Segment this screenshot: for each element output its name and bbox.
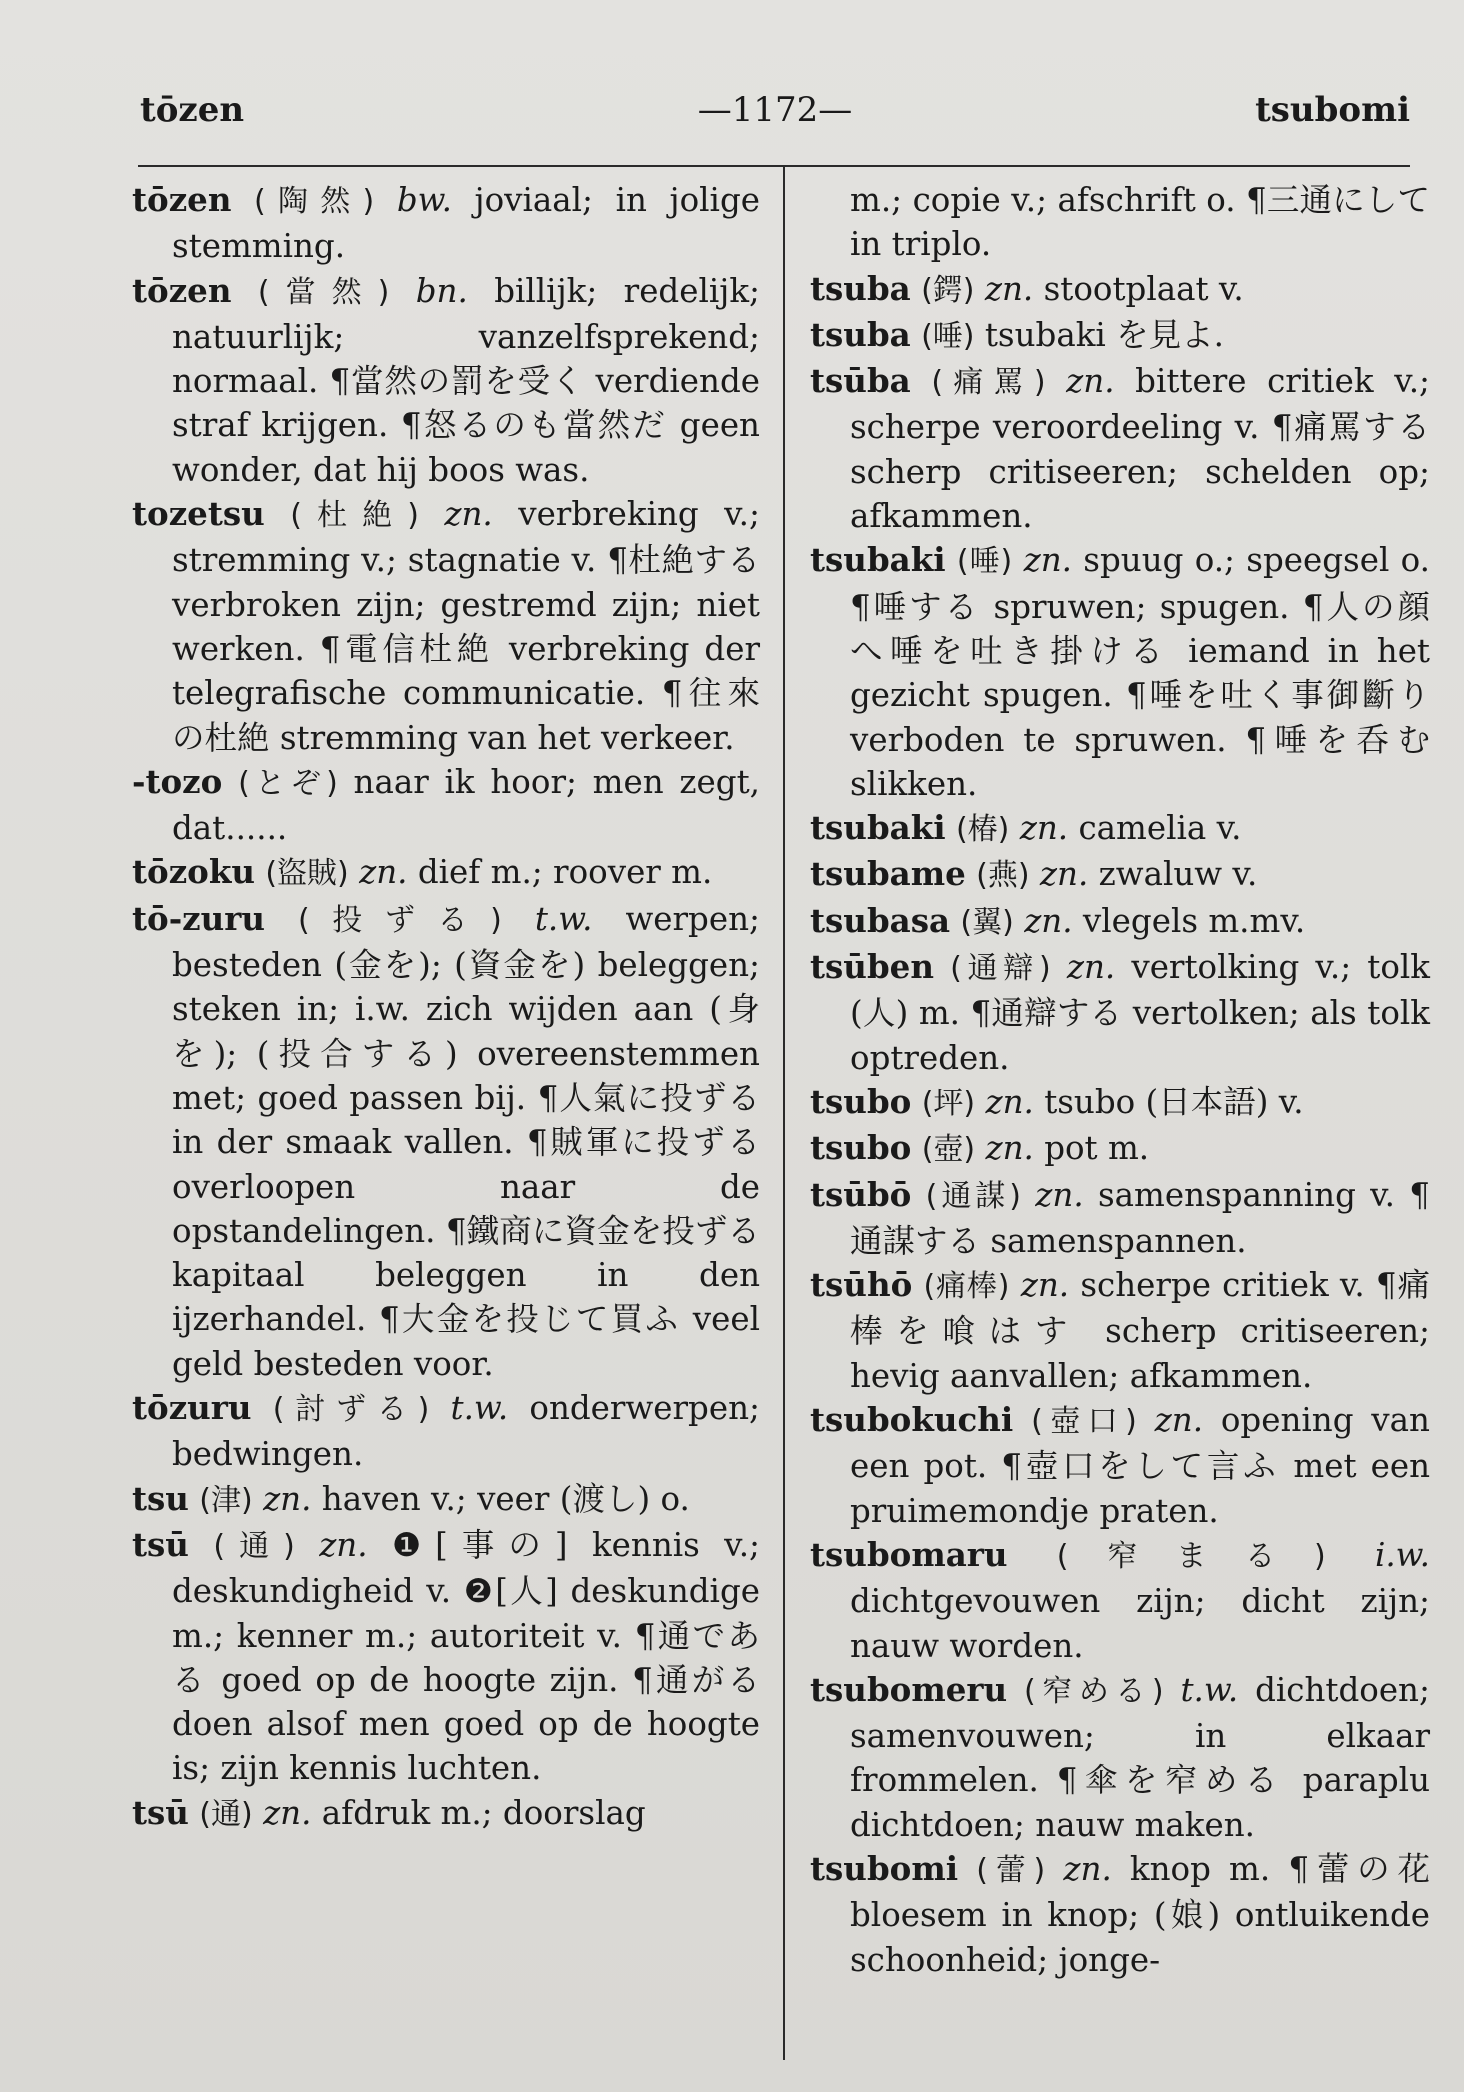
entry-text: dief m.; roover m. <box>417 853 713 892</box>
entry-text: stootplaat v. <box>1043 269 1244 308</box>
entry-pos: zn. <box>263 1479 312 1518</box>
entry-headword: tsubaki <box>810 808 946 848</box>
dictionary-entry <box>132 1386 760 1477</box>
entry-pos: t.w. <box>534 899 593 938</box>
header-rule <box>138 165 1410 167</box>
entry-headword: tōzoku <box>132 852 255 892</box>
page-header <box>140 90 1410 140</box>
entry-pos: zn. <box>1066 948 1116 987</box>
entry-headword: tsuba <box>810 314 911 354</box>
entry-text: vertolking v.; tolk (人) m. ¶通辯する vertolken; als tolk optreden. <box>850 948 1430 1077</box>
entry-pos: bn. <box>415 271 468 310</box>
entry-kanji: (窄める) <box>1024 1673 1164 1709</box>
entry-pos: t.w. <box>450 1389 509 1428</box>
entry-kanji: (討ずる) <box>272 1392 430 1428</box>
dictionary-entry <box>810 1668 1430 1847</box>
entry-pos: zn. <box>1019 809 1069 848</box>
entry-text: dichtgevouwen zijn; dicht zijn; nauw worden. <box>850 1582 1430 1665</box>
entry-headword: tsubokuchi <box>810 1400 1014 1440</box>
entry-pos: zn. <box>1066 362 1115 401</box>
entry-pos: zn. <box>444 495 493 534</box>
column-divider <box>783 165 785 2060</box>
entry-pos: bw. <box>396 181 452 219</box>
entry-headword: tōzen <box>132 270 232 310</box>
dictionary-entry <box>810 1080 1430 1126</box>
entry-text: naar ik hoor; men zegt, dat...... <box>172 762 760 848</box>
entry-headword: tsubaki <box>810 540 946 580</box>
entry-pos: i.w. <box>1374 1535 1430 1574</box>
dictionary-entry <box>132 897 760 1386</box>
entry-headword: tsū <box>132 1792 189 1832</box>
entry-pos: zn. <box>1035 1175 1084 1214</box>
entry-kanji: (唾) <box>956 544 1013 580</box>
entry-pos: zn. <box>1063 1849 1112 1888</box>
entry-headword: tsubomeru <box>810 1669 1008 1709</box>
dictionary-entry <box>810 1263 1430 1398</box>
entry-kanji: (通辯) <box>950 951 1051 987</box>
dictionary-entry <box>132 1791 760 1837</box>
dictionary-entry <box>810 1533 1430 1668</box>
header-right-guideword: tsubomi <box>1255 90 1410 130</box>
entry-text: scherpe critiek v. ¶痛棒を喰はす scherp critiseeren; hevig aanvallen; afkammen. <box>850 1266 1430 1395</box>
entry-headword: tsūben <box>810 947 934 987</box>
dictionary-entry <box>810 806 1430 852</box>
entry-headword: tsubomi <box>810 1848 959 1888</box>
dictionary-entry <box>132 178 760 269</box>
entry-text: verbreking v.; stremming v.; stagnatie v. ¶杜絶する verbroken zijn; gestremd zijn; niet werken. ¶電信杜絶 verbreking der telegrafische communicatie. ¶往來の杜絶 stremming van het verkeer. <box>172 495 760 757</box>
entry-pos: zn. <box>985 1082 1034 1121</box>
dictionary-entry <box>810 852 1430 898</box>
entry-pos: zn. <box>1039 855 1089 894</box>
entry-headword: tsubo <box>810 1081 912 1121</box>
entry-text: haven v.; veer (渡し) o. <box>321 1479 690 1518</box>
entry-text: samenspanning v. ¶通謀する samenspannen. <box>850 1175 1430 1260</box>
dictionary-entry <box>810 1126 1430 1172</box>
entry-headword: tō-zuru <box>132 898 266 938</box>
dictionary-entry <box>810 538 1430 806</box>
entry-text: tsubaki を見よ. <box>984 315 1224 354</box>
entry-headword: tsubo <box>810 1128 912 1168</box>
entry-text: pot m. <box>1044 1129 1150 1168</box>
entry-kanji: (燕) <box>976 858 1030 894</box>
entry-pos: zn. <box>1154 1401 1204 1440</box>
entry-kanji: (通) <box>213 1528 295 1564</box>
dictionary-entry <box>810 1847 1430 1982</box>
entry-headword: tsubasa <box>810 900 951 940</box>
dictionary-entry <box>132 1477 760 1523</box>
entry-text: opening van een pot. ¶壺口をして言ふ met een pruimemondje praten. <box>850 1401 1430 1530</box>
dictionary-entry <box>810 1398 1430 1533</box>
entry-kanji: (唾) <box>921 318 975 354</box>
entry-pos: zn. <box>263 1793 312 1832</box>
dictionary-entry <box>810 267 1430 313</box>
entry-text: vlegels m.mv. <box>1082 901 1306 940</box>
entry-kanji: (當然) <box>257 274 390 310</box>
entry-headword: tsubame <box>810 854 966 894</box>
entry-kanji: (窄まる) <box>1056 1538 1326 1574</box>
entry-pos: zn. <box>359 853 408 892</box>
entry-text: joviaal; in jolige stemming. <box>172 181 760 266</box>
entry-kanji: (投ずる) <box>297 902 502 938</box>
dictionary-entry <box>810 945 1430 1080</box>
dictionary-entry <box>132 1523 760 1791</box>
entry-kanji: (杜絶) <box>290 498 419 534</box>
dictionary-entry <box>132 492 760 760</box>
entry-text: ❶[事の] kennis v.; deskundigheid v. ❷[人] deskundige m.; kenner m.; autoriteit v. ¶通である goed op de hoogte zijn. ¶通がる doen alsof men goed op de hoogte is; zijn kennis luchten. <box>172 1525 760 1788</box>
entry-pos: zn. <box>1023 541 1072 580</box>
dictionary-entry-continuation <box>810 178 1430 267</box>
entry-headword: tsūhō <box>810 1265 913 1305</box>
entry-text: m.; copie v.; afschrift o. ¶三通にして in triplo. <box>850 181 1430 264</box>
entry-text: zwaluw v. <box>1098 855 1258 894</box>
dictionary-entry <box>810 899 1430 945</box>
entry-kanji: (陶然) <box>254 184 375 219</box>
entry-text: camelia v. <box>1078 809 1242 848</box>
entry-kanji: (坪) <box>921 1085 976 1121</box>
entry-headword: tsu <box>132 1478 189 1518</box>
entry-pos: zn. <box>319 1525 368 1564</box>
entry-text: werpen; besteden (金を); (資金を) beleggen; steken in; i.w. zich wijden aan (身を); (投合する) overeenstemmen met; goed passen bij. ¶人氣に投ずる in der smaak vallen. ¶賊軍に投ずる overloopen naar de opstandelingen. ¶鐵商に資金を投ずる kapitaal beleggen in den ijzerhandel. ¶大金を投じて買ふ veel geld besteden voor. <box>172 899 760 1383</box>
entry-headword: tōzuru <box>132 1388 252 1428</box>
dictionary-entry <box>810 1173 1430 1264</box>
entry-headword: tsūbō <box>810 1174 912 1214</box>
entry-headword: tsū <box>132 1524 189 1564</box>
entry-text: tsubo (日本語) v. <box>1044 1082 1304 1121</box>
entry-text: afdruk m.; doorslag <box>321 1793 646 1832</box>
entry-kanji: (痛罵) <box>931 365 1046 401</box>
dictionary-entry <box>132 269 760 492</box>
entry-headword: tōzen <box>132 180 232 219</box>
entry-kanji: (壺口) <box>1031 1404 1137 1440</box>
entry-text: billijk; redelijk; natuurlijk; vanzelfsprekend; normaal. ¶當然の罰を受く verdiende straf krijgen. ¶怒るのも當然だ geen wonder, dat hij boos was. <box>172 271 760 489</box>
entry-kanji: (鍔) <box>921 272 975 308</box>
entry-kanji: (壺) <box>921 1132 976 1168</box>
entry-kanji: (通) <box>199 1796 253 1832</box>
entry-pos: t.w. <box>1180 1670 1239 1709</box>
entry-kanji: (椿) <box>955 812 1010 848</box>
page-number: —1172— <box>697 90 853 130</box>
entry-kanji: (津) <box>199 1482 253 1518</box>
entry-headword: tsuba <box>810 268 911 308</box>
entry-text: spuug o.; speegsel o. ¶唾する spruwen; spugen. ¶人の顔へ唾を吐き掛ける iemand in het gezicht spugen. ¶唾を吐く事御斷り verboden te spruwen. ¶唾を呑む slikken. <box>850 541 1430 803</box>
entry-text: dichtdoen; samenvouwen; in elkaar frommelen. ¶傘を窄める paraplu dichtdoen; nauw maken. <box>850 1670 1430 1844</box>
entry-kanji: (痛棒) <box>923 1269 1010 1305</box>
entry-text: bittere critiek v.; scherpe veroordeeling v. ¶痛罵する scherp critiseeren; schelden op; afkammen. <box>850 362 1430 536</box>
entry-pos: zn. <box>984 269 1034 308</box>
left-column <box>132 178 760 1837</box>
dictionary-entry <box>810 359 1430 538</box>
entry-headword: tozetsu <box>132 494 265 534</box>
entry-kanji: (盜賊) <box>265 856 349 892</box>
entry-headword: -tozo <box>132 761 223 801</box>
entry-kanji: (蕾) <box>976 1852 1046 1888</box>
header-left-guideword: tōzen <box>140 90 245 130</box>
dictionary-entry <box>132 850 760 896</box>
entry-pos: zn. <box>1020 1266 1070 1305</box>
dictionary-entry <box>132 760 760 851</box>
entry-text: knop m. ¶蕾の花 bloesem in knop; (娘) ontluikende schoonheid; jonge- <box>850 1849 1430 1979</box>
entry-headword: tsūba <box>810 361 911 401</box>
dictionary-entry <box>810 313 1430 359</box>
entry-text: onderwerpen; bedwingen. <box>172 1389 760 1474</box>
entry-kanji: (通謀) <box>925 1178 1021 1214</box>
right-column <box>810 178 1430 1982</box>
entry-pos: zn. <box>985 1129 1034 1168</box>
entry-kanji: (翼) <box>960 904 1014 940</box>
entry-pos: zn. <box>1024 901 1073 940</box>
entry-headword: tsubomaru <box>810 1534 1008 1574</box>
entry-kanji: (とぞ) <box>238 765 338 801</box>
